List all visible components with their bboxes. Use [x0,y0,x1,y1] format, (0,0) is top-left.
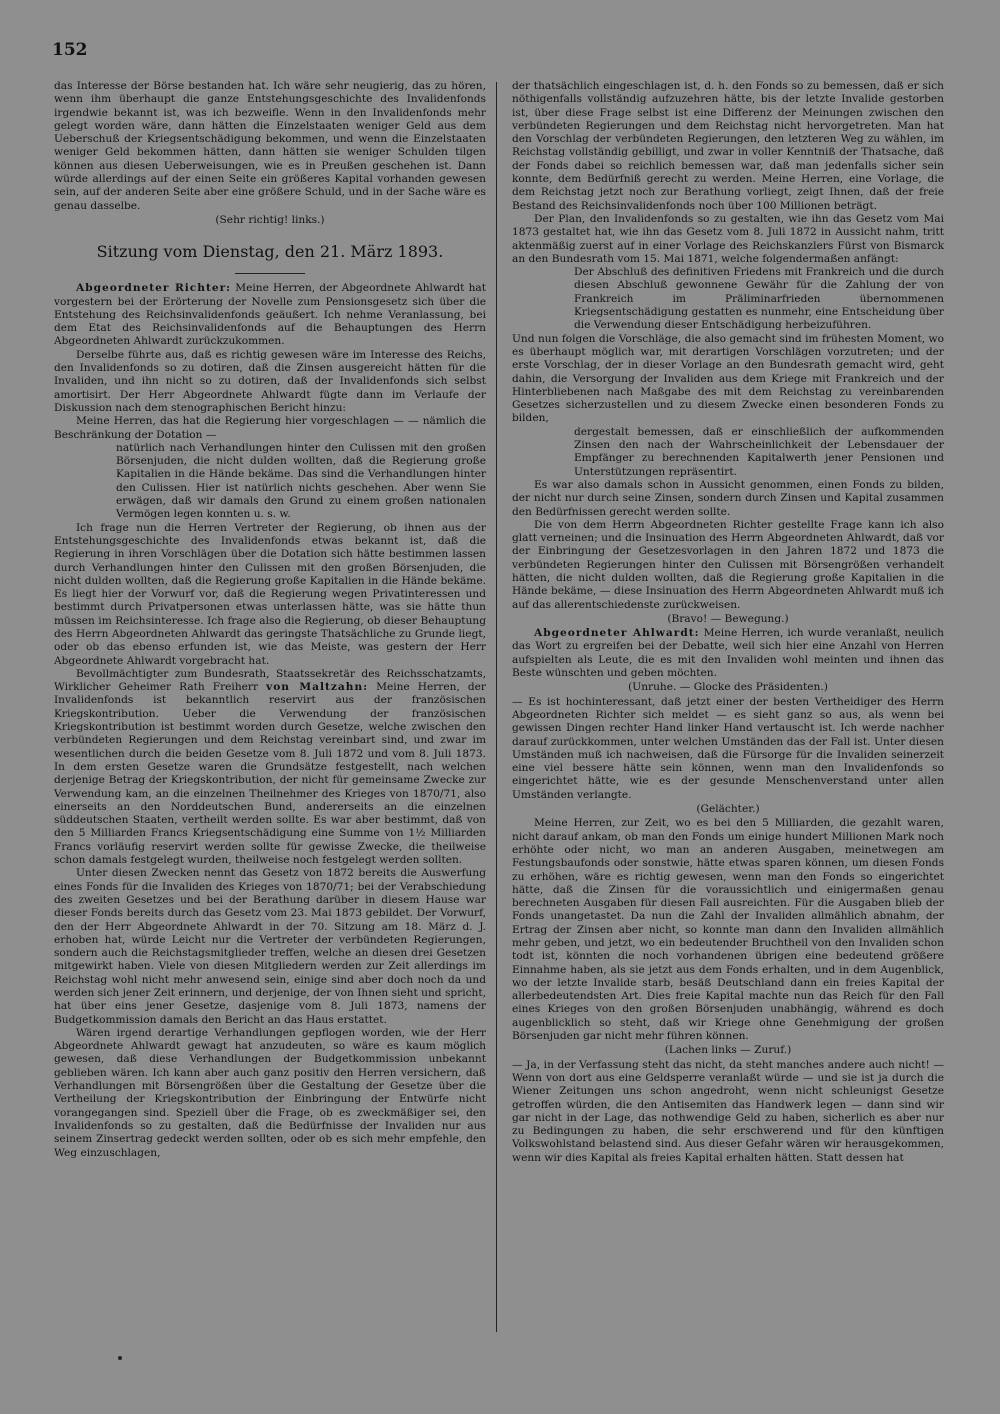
paragraph: Die von dem Herrn Abgeordneten Richter gestellte Frage kann ich also glatt verneinen; und die Insinuation des Herrn Abgeordneten Ahlwardt, daß vor der Einbringung der Gesetzesvorlagen in den Jahren 1872 und 1873 die verbündeten Regierungen hinter den Culissen mit Börsengrößen verhandelt hätten, die nicht dulden wollten, daß die Regierung große Kapitalien in die Hände bekäme, — diese Insinuation des Herrn Abgeordneten Ahlwardt muß ich auf das allerentschiedenste zurückweisen. [512,518,944,611]
reaction-note: (Unruhe. — Glocke des Präsidenten.) [628,681,828,694]
scan-speck [118,1356,122,1360]
paragraph: der thatsächlich eingeschlagen ist, d. h. den Fonds so zu bemessen, daß er sich nöthigenfalls vollständig aufzuzehren hätte, bis der letzte Invalide gestorben ist, über diese Frage selbst ist eine Differenz der Meinungen zwischen den verbündeten Regierungen und dem Reichstag nicht hervorgetreten. Man hat den Vorschlag der verbündeten Regierungen, den letzteren Weg zu wählen, im Reichstag vollständig gebilligt, und zwar in voller Kenntniß der Thatsache, daß der Fonds dabei so reichlich bemessen war, daß man jedenfalls sicher sein konnte, dem Bedürfniß gerecht zu werden. Meine Herren, eine Vorlage, die dem Reichstag jetzt noch zur Berathung vorliegt, zeigt Ihnen, daß der freie Bestand des Reichsinvalidenfonds noch über 100 Millionen beträgt. [512,80,944,212]
right-column [512,80,944,1330]
page-number: 152 [52,40,88,60]
column-divider [496,82,497,1332]
speech-paragraph [54,668,486,867]
speaker-name: von Maltzahn: [266,681,369,694]
paragraph: Derselbe führte aus, daß es richtig gewesen wäre im Interesse des Reichs, den Invalidenfonds so zu dotiren, daß die Zinsen ausgereicht hätten für die Invaliden, und ihn nicht so zu dotiren, daß der Invalidenfonds sich selbst amortisirt. Der Herr Abgeordnete Ahlwardt fügte dann im Verlaufe der Diskussion nach dem stenographischen Bericht hinzu: [54,348,486,414]
quote-block: dergestalt bemessen, daß er einschließlich der aufkommenden Zinsen den nach der Wahrscheinlichkeit der Lebensdauer der Empfänger zu berechnenden Kapitalwerth jener Pensionen und Unterstützungen repräsentirt. [574,425,944,478]
heading-divider [235,273,305,274]
speech-text: Meine Herren, der Invalidenfonds ist bekanntlich reservirt aus der französischen Kriegskontribution. Ueber die Verwendung der französischen Kriegskontribution ist bestimmt worden durch Gesetze, welche zwischen den verbündeten Regierungen und dem Reichstag vereinbart sind, und zwar im wesentlichen durch die beiden Gesetze vom 8. Juli 1872 und vom 8. Juli 1873. In dem ersten Gesetze waren die Grundsätze festgestellt, nach welchen derjenige Betrag der Kriegskontribution, der nicht für gemeinsame Zwecke zur Verwendung kam, an die einzelnen Theilnehmer des Krieges von 1870/71, also einerseits an den Norddeutschen Bund, andererseits an die einzelnen süddeutschen Staaten, vertheilt werden sollte. Es war aber bestimmt, daß von den 5 Milliarden Francs Kriegsentschädigung eine Summe von 1½ Milliarden Francs vorläufig reservirt werden sollte für gewisse Zwecke, die theilweise schon damals festgelegt wurden, theilweise noch festgelegt werden sollten. [54,681,486,867]
paragraph: — Es ist hochinteressant, daß jetzt einer der besten Vertheidiger des Herrn Abgeordneten Richter sich meldet — es sieht ganz so aus, als wenn bei gewissen Dingen rechter Hand linker Hand vertauscht ist. Ich werde nachher darauf zurückkommen, unter welchen Umständen das der Fall ist. Unter diesen Umständen muß ich nachweisen, daß die Fürsorge für die Invaliden seinerzeit eine viel bessere hätte sein können, wenn man den Invalidenfonds so eingerichtet hätte, wie es der gesunde Menschenverstand unter allen Umständen verlangte. [512,695,944,801]
speech-text: Meine Herren, der Abgeordnete Ahlwardt hat vorgestern bei der Erörterung der Novelle zum Pensionsgesetz sich über die Entstehung des Reichsinvalidenfonds geäußert. Ich nehme Veranlassung, bei dem Etat des Reichsinvalidenfonds auf die Behauptungen des Herrn Abgeordneten Ahlwardt zurückzukommen. [54,282,486,348]
paragraph: das Interesse der Börse bestanden hat. Ich wäre sehr neugierig, das zu hören, wenn ihm überhaupt die ganze Entstehungsgeschichte des Invalidenfonds irgendwie bekannt ist, was ich bezweifle. Wenn in den Invalidenfonds mehr gelegt worden wäre, dann hätten die Einzelstaaten weniger Geld aus dem Ueberschuß der Kriegsentschädigung bekommen, und wenn die Einzelstaaten weniger Geld bekommen hätten, dann hätten sie weniger Schulden tilgen können aus diesen Ueberweisungen, wie es in Preußen geschehen ist. Dann würde allerdings auf der einen Seite ein größeres Kapital vorhanden gewesen sein, auf der anderen Seite aber eine größere Schuld, und in der Sache wäre es genau dasselbe. [54,80,486,212]
paragraph: Meine Herren, zur Zeit, wo es bei den 5 Milliarden, die gezahlt waren, nicht darauf ankam, ob man den Fonds um einige hundert Millionen Mark noch erhöhte oder nicht, wo man an anderen Ausgaben, meinetwegen am Festungsbaufonds oder sonstwie, hätte etwas sparen können, um diesen Fonds zu erhöhen, wäre es richtig gewesen, wenn man den Fonds so eingerichtet hätte, daß die Zinsen für die voraussichtlich und einigermaßen genau berechneten Ausgaben für diesen Fall ausreichten. Für die Ausgaben blieb der Fonds unangetastet. Da nun die Zahl der Invaliden allmählich abnahm, der Ertrag der Zinsen aber nicht, so konnte man dann den Invaliden allmählich mehr geben, und jetzt, wo ein bedeutender Bruchtheil von den Invaliden schon todt ist, könnten die noch vorhandenen übrigen eine bedeutend größere Einnahme haben, als sie jetzt aus dem Fonds erhalten, und in dem Augenblick, wo der letzte Invalide starb, besäß Deutschland dann ein freies Kapital der allerbedeutendsten Art. Dies freie Kapital machte nun das Reich für den Fall eines Krieges von den großen Börsenjuden unabhängig, während es doch augenblicklich so steht, daß wir Kriege ohne Genehmigung der großen Börsenjuden gar nicht mehr führen können. [512,817,944,1043]
session-heading: Sitzung vom Dienstag, den 21. März 1893. [96,242,444,262]
quote-paragraph: Meine Herren, das hat die Regierung hier vorgeschlagen — — nämlich die Beschränkung der Dotation — [54,415,486,441]
speaker-name: Abgeordneter Ahlwardt: [534,627,700,640]
quote-block: natürlich nach Verhandlungen hinter den Culissen mit den großen Börsenjuden, die nicht dulden wollten, daß die Regierung große Kapitalien in die Hände bekäme. Das sind die Verhandlungen hinter den Culissen. Hier ist natürlich nichts geschehen. Aber wenn Sie erwägen, daß wir damals den Grund zu einem großen nationalen Vermögen legen konnten u. s. w. [116,441,486,521]
paragraph: Der Plan, den Invalidenfonds so zu gestalten, wie ihn das Gesetz vom Mai 1873 gestaltet hat, wie ihn das Gesetz vom 8. Juli 1872 in Aussicht nahm, tritt aktenmäßig zuerst auf in einer Vorlage des Reichskanzlers Fürst von Bismarck an den Bundesrath vom 15. Mai 1871, welche folgendermaßen anfängt: [512,212,944,265]
paragraph: — Ja, in der Verfassung steht das nicht, da steht manches andere auch nicht! — Wenn von dort aus eine Geldsperre veranlaßt würde — und sie ist ja durch die Wiener Zeitungen uns schon angedroht, wenn nicht schleunigst Gesetze getroffen würden, die den Antisemiten das Handwerk legen — dann sind wir gar nicht in der Lage, das nothwendige Geld zu haben, sicherlich es aber nur zu Bedingungen zu haben, die sehr erschwerend und für den künftigen Volkswohlstand belastend sind. Aus dieser Gefahr wären wir herausgekommen, wenn wir dies Kapital als freies Kapital erhalten hätten. Statt dessen hat [512,1058,944,1164]
paragraph: Wären irgend derartige Verhandlungen gepflogen worden, wie der Herr Abgeordnete Ahlwardt gewagt hat anzudeuten, so wäre es kaum möglich gewesen, daß diese Verhandlungen der Budgetkommission unbekannt geblieben wären. Ich kann aber auch ganz positiv den Herren versichern, daß Verhandlungen mit Börsengrößen über die Gestaltung der Gesetze über die Vertheilung der Kriegskontribution der Einbringung der Entwürfe nicht vorangegangen sind. Speziell über die Frage, ob es zweckmäßiger sei, den Invalidenfonds so zu gestalten, daß die Bedürfnisse der Invaliden nur aus seinem Zinsertrag gedeckt werden sollten, oder ob es sich mehr empfehle, den Weg einzuschlagen, [54,1026,486,1159]
paragraph: Ich frage nun die Herren Vertreter der Regierung, ob ihnen aus der Entstehungsgeschichte des Invalidenfonds etwas bekannt ist, daß die Regierung in ihren Vorschlägen über die Dotation sich hätte bestimmen lassen durch Verhandlungen hinter den Culissen mit den großen Börsenjuden, die nicht dulden wollten, daß die Regierung große Kapitalien in die Hände bekäme. Es liegt hier der Vorwurf vor, daß die Regierung wegen Privatinteressen und bestimmt durch Privatpersonen etwas unterlassen hätte, was sie hätte thun müssen im Reichsinteresse. Ich frage also die Regierung, ob dieser Behauptung des Herrn Abgeordneten Ahlwardt das geringste Thatsächliche zu Grunde liegt, oder ob das ebenso erfunden ist, wie das Meiste, was gestern der Herr Abgeordnete Ahlwardt vorgebracht hat. [54,521,486,667]
speech-paragraph [54,282,486,348]
speech-paragraph [512,627,944,680]
speaker-title: Bevollmächtigter zum Bundesrath, Staatssekretär des Reichsschatzamts, Wirklicher Geheimer Rath Freiherr [54,667,486,694]
speech-text: Meine Herren, ich wurde veranlaßt, neulich das Wort zu ergreifen bei der Debatte, weil sich hier eine Anzahl von Herren aufspielten als Leute, die es mit den Invaliden wohl meinten und ihnen das Beste wünschten und geben möchten. [512,627,944,680]
reaction-note: (Lachen links — Zuruf.) [664,1044,792,1057]
paragraph: Unter diesen Zwecken nennt das Gesetz von 1872 bereits die Auswerfung eines Fonds für die Invaliden des Krieges von 1870/71; bei der Verabschiedung des zweiten Gesetzes und bei der Berathung darüber in diesem Hause war dieser Fonds bereits durch das Gesetz vom 23. Mai 1873 gebildet. Der Vorwurf, den der Herr Abgeordnete Ahlwardt in der 70. Sitzung am 18. März d. J. erhoben hat, würde Leicht nur die Vertreter der verbündeten Regierungen, sondern auch die Reichstagsmitglieder treffen, welche an diesen drei Gesetzen mitgewirkt haben. Viele von diesen Mitgliedern werden zur Zeit allerdings im Reichstag wohl nicht mehr anwesend sein, einige sind aber doch noch da und werden sich jener Zeit erinnern, und derjenige, der von Ihnen sieht und spricht, hat über eins jener Gesetze, dasjenige vom 8. Juli 1873, namens der Budgetkommission damals den Bericht an das Haus erstattet. [54,867,486,1026]
quote-block: Der Abschluß des definitiven Friedens mit Frankreich und die durch diesen Abschluß gewonnene Gewähr für die Zahlung der von Frankreich im Präliminarfrieden übernommenen Kriegsentschädigung gestatten es nunmehr, eine Entscheidung über die Verwendung dieser Entschädigung herbeizuführen. [574,266,944,332]
left-column [54,80,486,1330]
reaction-note: (Bravo! — Bewegung.) [667,612,789,625]
paragraph: Und nun folgen die Vorschläge, die also gemacht sind im frühesten Moment, wo es überhaupt möglich war, mit derartigen Vorschlägen vorzutreten; und der erste Vorschlag, der in dieser Vorlage an den Bundesrath gemacht wird, geht dahin, die Versorgung der Invaliden aus dem Kriege mit Frankreich und der Hinterbliebenen nach Maßgabe des mit dem Reichstag zu vereinbarenden Gesetzes sicherzustellen und zu diesem Zwecke einen besonderen Fonds zu bilden, [512,332,944,425]
reaction-note: (Gelächter.) [696,803,760,816]
paragraph: Es war also damals schon in Aussicht genommen, einen Fonds zu bilden, der nicht nur durch seine Zinsen, sondern durch Zinsen und Kapital zusammen den Bedürfnissen gerecht werden sollte. [512,478,944,518]
reaction-note: (Sehr richtig! links.) [215,213,325,226]
speaker-name: Abgeordneter Richter: [76,282,232,295]
